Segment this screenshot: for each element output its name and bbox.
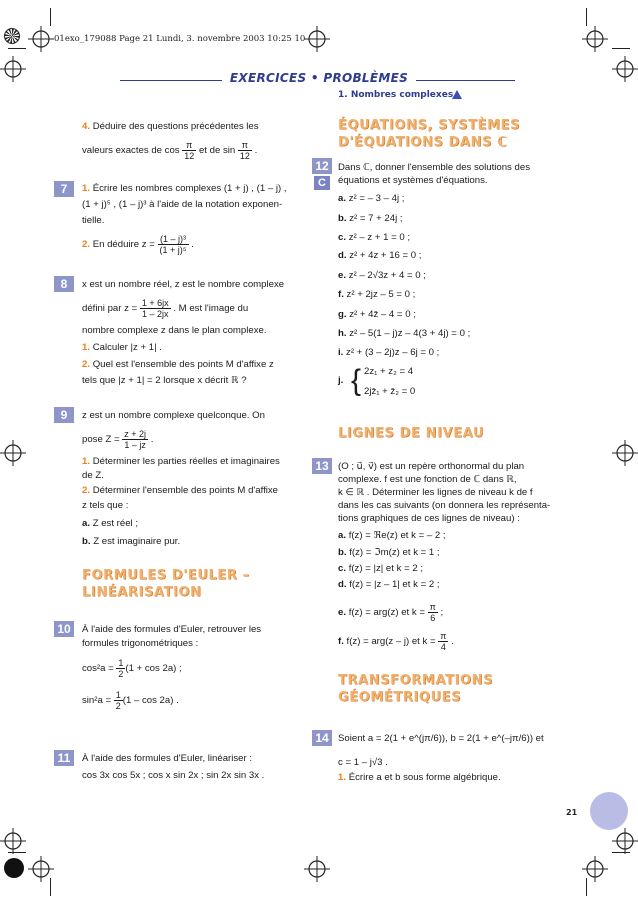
ex9-line3: 1. Déterminer les parties réelles et imaginaires [82, 456, 280, 467]
ex14-line2: c = 1 – j√3 . [338, 757, 388, 768]
crop-line [586, 878, 587, 896]
ex13-line4: dans les cas suivants (on donnera les représenta- [338, 500, 551, 511]
ex12-line1: Dans ℂ, donner l'ensemble des solutions des [338, 162, 530, 173]
exercise-number-10: 10 [54, 621, 74, 637]
difficulty-badge: C [314, 176, 330, 190]
registration-mark-icon [582, 26, 608, 52]
ex9-line7: a. Z est réel ; [82, 518, 139, 529]
section-title-equations-2: D'ÉQUATIONS DANS ℂ [338, 135, 508, 150]
crop-line [8, 48, 26, 49]
ex12-system-line2: 2jz̄₁ + z̄₂ = 0 [364, 386, 416, 397]
ex10-formula2: sin²a = $\frac{1}{2}$ (1 – cos 2a) . [82, 690, 179, 711]
print-slug: 01exo_179088 Page 21 Lundi, 3. novembre 2003 10:25 10 [54, 34, 306, 44]
ex10-line2: formules trigonométriques : [82, 638, 199, 649]
ex13-item-c: c. f(z) = |z| et k = 2 ; [338, 563, 423, 574]
ex12-item-j-label: j. [338, 375, 344, 386]
ex10-line1: À l'aide des formules d'Euler, retrouver les [82, 624, 262, 635]
ex7-line4: 2. En déduire z = $\frac{\text{(1 – j)³}}{\text{(1 + j)⁵}}$ . [82, 234, 194, 255]
triangle-icon [452, 90, 462, 99]
black-dot-mark [4, 858, 24, 878]
ex8-line6: tels que |z + 1| = 2 lorsque x décrit ℝ ? [82, 375, 247, 386]
ex6-line2: valeurs exactes de cos $\frac{\pi}{12}$ et de sin $\frac{\pi}{12}$ . [82, 140, 258, 161]
crop-line [8, 852, 26, 853]
crop-line [586, 8, 587, 26]
ex13-line5: tions graphiques de ces lignes de niveau) : [338, 513, 520, 524]
registration-mark-icon [0, 828, 26, 854]
page-number: 21 [566, 808, 578, 817]
registration-mark-icon [0, 440, 26, 466]
ex12-item-g: g. z² + 4z̄ – 4 = 0 ; [338, 309, 416, 320]
ex12-item-d: d. z² + 4z + 16 = 0 ; [338, 250, 422, 261]
registration-mark-icon [28, 26, 54, 52]
ex10-formula1: cos²a = $\frac{1}{2}$ (1 + cos 2a) ; [82, 658, 182, 679]
ex12-item-f: f. z² + 2jz – 5 = 0 ; [338, 289, 416, 300]
color-ball-mark [4, 28, 20, 44]
page-header-title: EXERCICES • PROBLÈMES [0, 71, 638, 85]
ex13-item-b: b. f(z) = ℑm(z) et k = 1 ; [338, 547, 440, 558]
section-title-euler: FORMULES D'EULER – [82, 568, 250, 583]
crop-line [50, 8, 51, 26]
registration-mark-icon [612, 828, 638, 854]
section-title-transformations-2: GÉOMÉTRIQUES [338, 690, 462, 705]
ex14-line3: 1. Écrire a et b sous forme algébrique. [338, 772, 501, 783]
ex7-line3: tielle. [82, 215, 105, 226]
ex11-line1: À l'aide des formules d'Euler, linéariser : [82, 753, 253, 764]
ex13-line3: k ∈ ℝ . Déterminer les lignes de niveau k de f [338, 487, 533, 498]
ex11-line2: cos 3x cos 5x ; cos x sin 2x ; sin 2x sin 3x . [82, 770, 265, 781]
registration-mark-icon [304, 26, 330, 52]
exercise-number-9: 9 [54, 407, 74, 423]
exercise-number-13: 13 [312, 458, 332, 474]
ex12-system-line1: 2z₁ + z₂ = 4 [364, 366, 414, 377]
exercise-number-14: 14 [312, 730, 332, 746]
ex12-item-a: a. z² = – 3 – 4j ; [338, 193, 405, 204]
ex7-line1: 1. Écrire les nombres complexes (1 + j) , (1 – j) , [82, 183, 287, 194]
ex14-line1: Soient a = 2(1 + e^(jπ/6)), b = 2(1 + e^(–jπ/6)) et [338, 733, 544, 744]
ex8-line1: x est un nombre réel, z est le nombre complexe [82, 279, 285, 290]
ex9-line8: b. Z est imaginaire pur. [82, 536, 181, 547]
page-number-circle [590, 792, 628, 830]
exercise-number-7: 7 [54, 181, 74, 197]
ex13-line1: (O ; u⃗, v⃗) est un repère orthonormal du plan [338, 461, 525, 472]
ex12-line2: équations et systèmes d'équations. [338, 175, 488, 186]
ex12-brace: { [351, 364, 362, 397]
exercise-number-11: 11 [54, 750, 74, 766]
ex9-line1: z est un nombre complexe quelconque. On [82, 410, 265, 421]
ex6-line1: 4. Déduire des questions précédentes les [82, 121, 259, 132]
ex8-line3: nombre complexe z dans le plan complexe. [82, 325, 267, 336]
ex13-line2: complexe. f est une fonction de ℂ dans ℝ, [338, 474, 517, 485]
ex7-line2: (1 + j)⁵ , (1 – j)³ à l'aide de la notation exponen- [82, 199, 283, 210]
crop-line [612, 48, 630, 49]
section-title-lignes: LIGNES DE NIVEAU [338, 426, 485, 441]
ex12-item-c: c. z² – z + 1 = 0 ; [338, 232, 411, 243]
ex13-item-d: d. f(z) = |z – 1| et k = 2 ; [338, 579, 440, 590]
section-title-euler-2: LINÉARISATION [82, 585, 202, 600]
ex8-line4: 1. Calculer |z + 1| . [82, 342, 162, 353]
section-title-equations: ÉQUATIONS, SYSTÈMES [338, 118, 521, 133]
registration-mark-icon [612, 440, 638, 466]
crop-line [50, 878, 51, 896]
ex13-item-f: f. f(z) = arg(z – j) et k = $\frac{\pi}{4}$ . [338, 631, 454, 652]
ex13-item-e: e. f(z) = arg(z) et k = $\frac{\pi}{6}$ ; [338, 602, 444, 623]
registration-mark-icon [304, 856, 330, 882]
ex8-line5: 2. Quel est l'ensemble des points M d'affixe z [82, 359, 274, 370]
ex9-line6: z tels que : [82, 500, 129, 511]
page-header-subtitle: 1. Nombres complexes [338, 90, 454, 100]
ex12-item-h: h. z² – 5(1 – j)z – 4(3 + 4j) = 0 ; [338, 328, 471, 339]
exercise-number-8: 8 [54, 276, 74, 292]
ex13-item-a: a. f(z) = ℜe(z) et k = – 2 ; [338, 530, 446, 541]
ex9-line5: 2. Déterminer l'ensemble des points M d'affixe [82, 485, 279, 496]
ex9-line4: de Z. [82, 470, 104, 481]
ex12-item-b: b. z² = 7 + 24j ; [338, 213, 403, 224]
crop-line [612, 852, 630, 853]
section-title-transformations: TRANSFORMATIONS [338, 673, 494, 688]
ex12-item-e: e. z² – 2√3z + 4 = 0 ; [338, 270, 426, 281]
exercise-number-12: 12 [312, 158, 332, 174]
ex9-line2: pose Z = $\frac{z + 2j}{1 - jz}$ . [82, 429, 154, 450]
ex12-item-i: i. z² + (3 – 2j)z – 6j = 0 ; [338, 347, 440, 358]
ex8-line2: défini par z = $\frac{1 + 6jx}{1 - 2jx}$ . M est l'image du [82, 298, 249, 319]
